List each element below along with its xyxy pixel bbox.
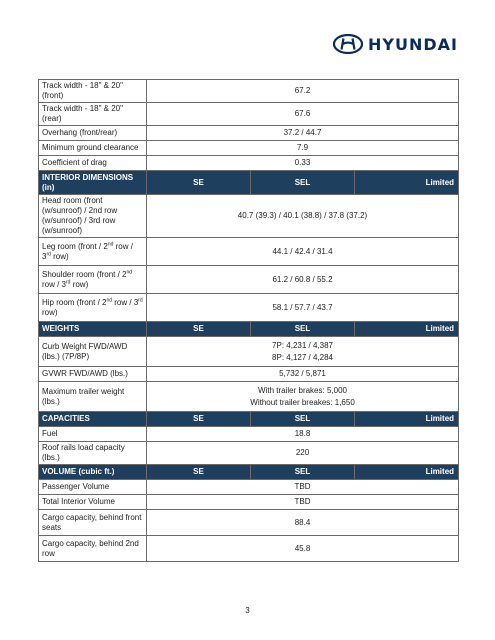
- section-header-weights: [39, 322, 459, 337]
- row-value: 58.1 / 57.7 / 43.7: [147, 294, 459, 322]
- row-value: 0.33: [147, 156, 459, 171]
- table-row: [39, 80, 459, 103]
- row-label: Track width - 18" & 20" (front): [39, 80, 147, 103]
- row-value: 88.4: [147, 510, 459, 536]
- section-title: VOLUME (cubic ft.): [39, 465, 147, 480]
- row-value: 61.2 / 60.8 / 55.2: [147, 266, 459, 294]
- table-row: [39, 156, 459, 171]
- value-line: 8P: 4,127 / 4,284: [272, 352, 333, 362]
- column-header-sel: SEL: [251, 412, 355, 427]
- column-header-se: SE: [147, 171, 251, 195]
- table-row: [39, 103, 459, 126]
- row-value: 67.6: [147, 103, 459, 126]
- row-value: 45.8: [147, 536, 459, 562]
- hyundai-logo: [333, 34, 458, 54]
- column-header-sel: SEL: [251, 465, 355, 480]
- table-row: [39, 141, 459, 156]
- row-label: Overhang (front/rear): [39, 126, 147, 141]
- table-row: [39, 536, 459, 562]
- table-row: [39, 442, 459, 465]
- table-row: [39, 495, 459, 510]
- value-line: Without trailer breakes: 1,650: [250, 397, 355, 407]
- row-label: Head room (front (w/sunroof) / 2nd row (w/sunroof) / 3rd row (w/sunroof): [39, 195, 147, 238]
- table-row: [39, 294, 459, 322]
- row-label: Hip room (front / 2nd row / 3rd row): [39, 294, 147, 322]
- row-label: Curb Weight FWD/AWD (lbs.) (7P/8P): [39, 337, 147, 367]
- column-header-limited: Limited: [355, 322, 459, 337]
- section-title: CAPACITIES: [39, 412, 147, 427]
- table-row: [39, 337, 459, 367]
- column-header-se: SE: [147, 412, 251, 427]
- row-value: 5,732 / 5,871: [147, 367, 459, 382]
- row-label: Cargo capacity, behind 2nd row: [39, 536, 147, 562]
- row-label: GVWR FWD/AWD (lbs.): [39, 367, 147, 382]
- row-label: Fuel: [39, 427, 147, 442]
- row-label: Track width - 18" & 20" (rear): [39, 103, 147, 126]
- section-title: INTERIOR DIMENSIONS (in): [39, 171, 147, 195]
- section-header-volume: [39, 465, 459, 480]
- row-label: Cargo capacity, behind front seats: [39, 510, 147, 536]
- row-value: 220: [147, 442, 459, 465]
- table-row: [39, 480, 459, 495]
- column-header-limited: Limited: [355, 412, 459, 427]
- hyundai-emblem-icon: [333, 34, 363, 54]
- row-label: Roof rails load capacity (lbs.): [39, 442, 147, 465]
- row-value: [147, 337, 459, 367]
- row-value: 18.8: [147, 427, 459, 442]
- section-title: WEIGHTS: [39, 322, 147, 337]
- table-row: [39, 266, 459, 294]
- table-row: [39, 427, 459, 442]
- row-value: 37.2 / 44.7: [147, 126, 459, 141]
- value-line: 7P: 4,231 / 4,387: [272, 340, 333, 350]
- row-label: Leg room (front / 2nd row / 3rd row): [39, 238, 147, 266]
- row-value: TBD: [147, 480, 459, 495]
- row-value: TBD: [147, 495, 459, 510]
- brand-name: HYUNDAI: [368, 34, 458, 54]
- row-value: 67.2: [147, 80, 459, 103]
- row-label: Maximum trailer weight (lbs.): [39, 382, 147, 412]
- column-header-limited: Limited: [355, 465, 459, 480]
- table-row: [39, 195, 459, 238]
- value-line: With trailer brakes: 5,000: [258, 385, 347, 395]
- row-label: Coefficient of drag: [39, 156, 147, 171]
- spec-table: [38, 79, 459, 562]
- row-label: Total Interior Volume: [39, 495, 147, 510]
- column-header-se: SE: [147, 322, 251, 337]
- column-header-sel: SEL: [251, 322, 355, 337]
- table-row: [39, 126, 459, 141]
- row-value: 44.1 / 42.4 / 31.4: [147, 238, 459, 266]
- section-header-capacities: [39, 412, 459, 427]
- column-header-limited: Limited: [355, 171, 459, 195]
- section-header-interior: [39, 171, 459, 195]
- row-label: Minimum ground clearance: [39, 141, 147, 156]
- row-label: Shoulder room (front / 2nd row / 3rd row): [39, 266, 147, 294]
- row-value: 7.9: [147, 141, 459, 156]
- column-header-se: SE: [147, 465, 251, 480]
- row-label: Passenger Volume: [39, 480, 147, 495]
- row-value: 40.7 (39.3) / 40.1 (38.8) / 37.8 (37.2): [147, 195, 459, 238]
- table-row: [39, 238, 459, 266]
- column-header-sel: SEL: [251, 171, 355, 195]
- row-value: [147, 382, 459, 412]
- table-row: [39, 367, 459, 382]
- page-number: 3: [245, 606, 250, 615]
- table-row: [39, 510, 459, 536]
- table-row: [39, 382, 459, 412]
